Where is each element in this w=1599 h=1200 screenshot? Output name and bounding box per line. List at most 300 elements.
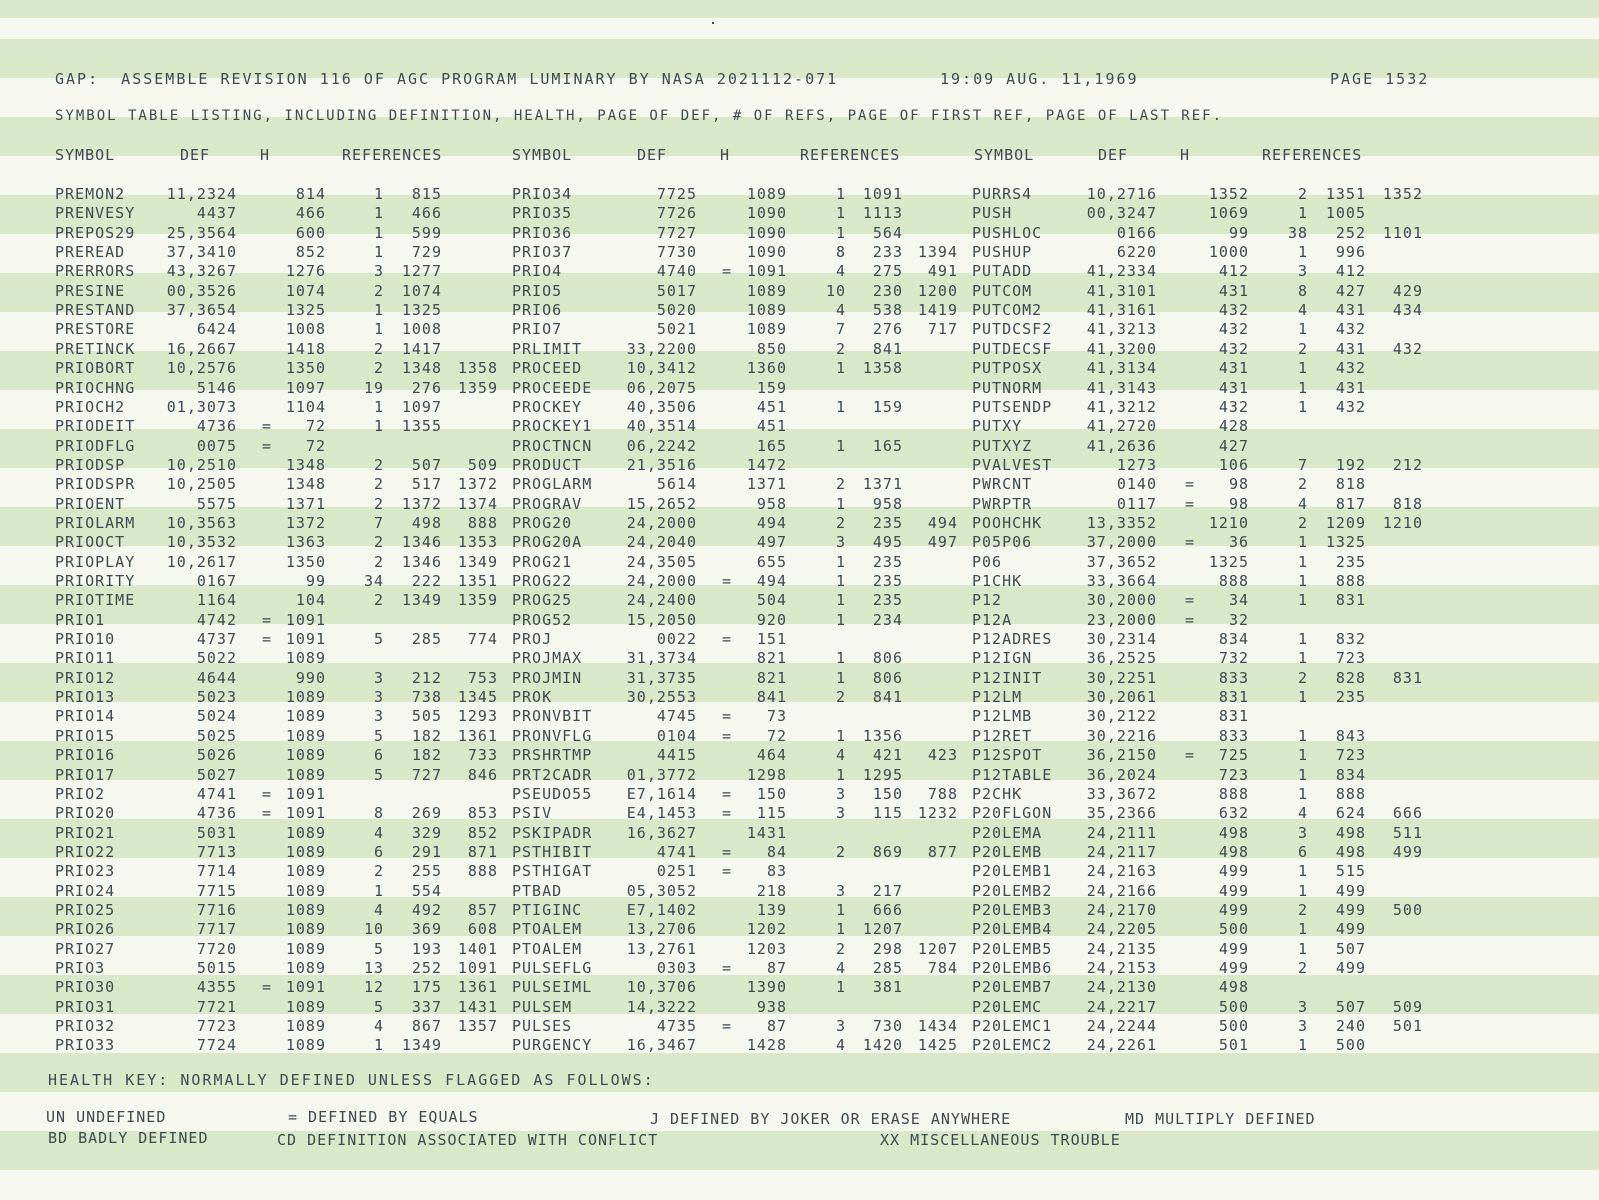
symbol-symbol: PRIOCH2 (55, 398, 126, 416)
symbol-symbol: PROG20 (512, 514, 573, 532)
symbol-symbol: PRIO15 (55, 727, 116, 745)
symbol-count: 1 (835, 920, 846, 938)
symbol-def: 21,3516 (626, 456, 697, 474)
symbol-count: 38 (1287, 224, 1308, 242)
symbol-def: 30,2000 (1086, 591, 1157, 609)
symbol-symbol: PUTXY (972, 417, 1023, 435)
symbol-first-ref: 723 (1335, 746, 1366, 764)
symbol-page: 500 (1218, 1017, 1249, 1035)
symbol-symbol: PRIO13 (55, 688, 116, 706)
symbol-count: 5 (373, 766, 384, 784)
symbol-last-ref: 1361 (457, 727, 498, 745)
symbol-last-ref: 852 (467, 824, 498, 842)
symbol-page: 1363 (285, 533, 326, 551)
symbol-first-ref: 564 (872, 224, 903, 242)
symbol-page: 1008 (285, 320, 326, 338)
symbol-def: 24,2205 (1086, 920, 1157, 938)
symbol-def: 10,3563 (166, 514, 237, 532)
symbol-first-ref: 235 (872, 572, 903, 590)
symbol-symbol: PROG20A (512, 533, 583, 551)
symbol-def: 7730 (656, 243, 697, 261)
symbol-page: 1090 (746, 224, 787, 242)
symbol-symbol: P20LEMC1 (972, 1017, 1053, 1035)
symbol-page: 1418 (285, 340, 326, 358)
symbol-def: 13,2761 (626, 940, 697, 958)
symbol-count: 1 (835, 766, 846, 784)
symbol-symbol: PRETINCK (55, 340, 136, 358)
symbol-first-ref: 291 (411, 843, 442, 861)
symbol-symbol: PRIOOCT (55, 533, 126, 551)
symbol-symbol: PROGRAV (512, 495, 583, 513)
top-band (0, 0, 1599, 18)
symbol-symbol: P20LEMA (972, 824, 1043, 842)
symbol-symbol: PUSHLOC (972, 224, 1043, 242)
symbol-first-ref: 1207 (862, 920, 903, 938)
symbol-count: 3 (1297, 262, 1308, 280)
symbol-def: 4415 (656, 746, 697, 764)
header-time: 19:09 AUG. 11,1969 (940, 70, 1139, 88)
symbol-health: = (722, 785, 733, 803)
symbol-symbol: PRLIMIT (512, 340, 583, 358)
symbol-first-ref: 432 (1335, 398, 1366, 416)
symbol-first-ref: 507 (411, 456, 442, 474)
symbol-page: 464 (756, 746, 787, 764)
symbol-first-ref: 888 (1335, 572, 1366, 590)
symbol-first-ref: 1372 (401, 495, 442, 513)
symbol-first-ref: 1325 (401, 301, 442, 319)
symbol-count: 1 (373, 301, 384, 319)
symbol-symbol: PRIO6 (512, 301, 563, 319)
symbol-symbol: PRIO35 (512, 204, 573, 222)
symbol-def: 10,2716 (1086, 185, 1157, 203)
symbol-page: 1090 (746, 243, 787, 261)
symbol-def: 0251 (656, 862, 697, 880)
symbol-symbol: PRIODFLG (55, 437, 136, 455)
symbol-first-ref: 498 (1335, 843, 1366, 861)
symbol-count: 1 (1297, 243, 1308, 261)
symbol-count: 1 (373, 243, 384, 261)
symbol-count: 1 (835, 727, 846, 745)
symbol-count: 2 (1297, 669, 1308, 687)
symbol-count: 1 (835, 669, 846, 687)
symbol-first-ref: 843 (1335, 727, 1366, 745)
symbol-last-ref: 1351 (457, 572, 498, 590)
symbol-page: 1431 (746, 824, 787, 842)
symbol-count: 1 (835, 901, 846, 919)
symbol-health: = (1185, 746, 1196, 764)
symbol-count: 1 (373, 185, 384, 203)
symbol-page: 104 (295, 591, 326, 609)
symbol-page: 990 (295, 669, 326, 687)
symbol-first-ref: 192 (1335, 456, 1366, 474)
symbol-page: 958 (756, 495, 787, 513)
symbol-symbol: P20LEMB3 (972, 901, 1053, 919)
symbol-def: 7717 (196, 920, 237, 938)
symbol-symbol: PREREAD (55, 243, 126, 261)
symbol-def: 5614 (656, 475, 697, 493)
symbol-first-ref: 498 (411, 514, 442, 532)
symbol-count: 2 (1297, 514, 1308, 532)
symbol-first-ref: 1209 (1325, 514, 1366, 532)
symbol-health: = (722, 630, 733, 648)
symbol-health: = (262, 804, 273, 822)
column-header-def-3: DEF (1098, 146, 1129, 164)
symbol-def: 7725 (656, 185, 697, 203)
symbol-def: 41,3134 (1086, 359, 1157, 377)
health-key-md: MD MULTIPLY DEFINED (1125, 1110, 1316, 1128)
health-key-cd: CD DEFINITION ASSOCIATED WITH CONFLICT (277, 1131, 659, 1149)
symbol-def: 0104 (656, 727, 697, 745)
symbol-symbol: PULSEIML (512, 978, 593, 996)
symbol-page: 165 (756, 437, 787, 455)
symbol-health: = (1185, 611, 1196, 629)
symbol-def: 15,2652 (626, 495, 697, 513)
symbol-page: 499 (1218, 882, 1249, 900)
symbol-page: 1091 (285, 630, 326, 648)
symbol-page: 834 (1218, 630, 1249, 648)
symbol-first-ref: 182 (411, 746, 442, 764)
symbol-count: 1 (1297, 398, 1308, 416)
symbol-count: 2 (373, 359, 384, 377)
symbol-def: 4741 (196, 785, 237, 803)
symbol-count: 4 (373, 901, 384, 919)
symbol-health: = (1185, 495, 1196, 513)
symbol-symbol: PUTPOSX (972, 359, 1043, 377)
symbol-def: 24,2000 (626, 572, 697, 590)
symbol-first-ref: 834 (1335, 766, 1366, 784)
symbol-def: 37,3652 (1086, 553, 1157, 571)
symbol-count: 1 (1297, 727, 1308, 745)
symbol-def: 25,3564 (166, 224, 237, 242)
symbol-count: 2 (1297, 340, 1308, 358)
symbol-page: 725 (1218, 746, 1249, 764)
symbol-symbol: PRIOPLAY (55, 553, 136, 571)
symbol-first-ref: 1348 (401, 359, 442, 377)
symbol-symbol: PULSEFLG (512, 959, 593, 977)
symbol-count: 2 (373, 533, 384, 551)
symbol-def: 5031 (196, 824, 237, 842)
symbol-def: 5023 (196, 688, 237, 706)
symbol-def: 33,3672 (1086, 785, 1157, 803)
symbol-page: 494 (756, 572, 787, 590)
symbol-first-ref: 432 (1335, 320, 1366, 338)
symbol-count: 1 (1297, 882, 1308, 900)
symbol-count: 4 (1297, 804, 1308, 822)
symbol-symbol: PRIO31 (55, 998, 116, 1016)
symbol-first-ref: 841 (872, 688, 903, 706)
symbol-page: 1348 (285, 456, 326, 474)
symbol-first-ref: 230 (872, 282, 903, 300)
symbol-symbol: PRIO24 (55, 882, 116, 900)
symbol-count: 13 (363, 959, 384, 977)
symbol-def: 24,2217 (1086, 998, 1157, 1016)
symbol-def: 10,3412 (626, 359, 697, 377)
symbol-last-ref: 1200 (917, 282, 958, 300)
symbol-def: 35,2366 (1086, 804, 1157, 822)
symbol-page: 1089 (285, 1036, 326, 1054)
symbol-def: E7,1402 (626, 901, 697, 919)
symbol-page: 98 (1228, 495, 1249, 513)
symbol-first-ref: 252 (411, 959, 442, 977)
symbol-first-ref: 730 (872, 1017, 903, 1035)
symbol-page: 34 (1228, 591, 1249, 609)
symbol-def: 24,2170 (1086, 901, 1157, 919)
symbol-page: 831 (1218, 707, 1249, 725)
symbol-symbol: P12TABLE (972, 766, 1053, 784)
symbol-last-ref: 1210 (1382, 514, 1423, 532)
symbol-def: 37,2000 (1086, 533, 1157, 551)
symbol-first-ref: 495 (872, 533, 903, 551)
symbol-health: = (262, 978, 273, 996)
symbol-symbol: PRESTORE (55, 320, 136, 338)
symbol-symbol: PUTDECSF (972, 340, 1053, 358)
symbol-page: 431 (1218, 379, 1249, 397)
symbol-def: 30,2314 (1086, 630, 1157, 648)
symbol-page: 1089 (285, 940, 326, 958)
symbol-page: 1298 (746, 766, 787, 784)
symbol-def: 0022 (656, 630, 697, 648)
symbol-count: 3 (1297, 824, 1308, 842)
symbol-first-ref: 275 (872, 262, 903, 280)
symbol-first-ref: 276 (411, 379, 442, 397)
symbol-page: 1372 (285, 514, 326, 532)
symbol-page: 432 (1218, 340, 1249, 358)
symbol-page: 1091 (285, 785, 326, 803)
symbol-symbol: PRIO34 (512, 185, 573, 203)
symbol-first-ref: 165 (872, 437, 903, 455)
symbol-page: 72 (305, 437, 326, 455)
symbol-first-ref: 175 (411, 978, 442, 996)
symbol-page: 1348 (285, 475, 326, 493)
symbol-def: 24,2135 (1086, 940, 1157, 958)
symbol-def: 7724 (196, 1036, 237, 1054)
symbol-first-ref: 1351 (1325, 185, 1366, 203)
symbol-first-ref: 255 (411, 862, 442, 880)
symbol-symbol: PRIO27 (55, 940, 116, 958)
symbol-def: 31,3735 (626, 669, 697, 687)
column-header-h-2: H (720, 146, 731, 164)
symbol-page: 498 (1218, 978, 1249, 996)
symbol-first-ref: 869 (872, 843, 903, 861)
symbol-def: 1273 (1116, 456, 1157, 474)
symbol-symbol: P20LEMB7 (972, 978, 1053, 996)
symbol-page: 1325 (285, 301, 326, 319)
symbol-page: 498 (1218, 843, 1249, 861)
symbol-count: 2 (373, 456, 384, 474)
symbol-def: 37,3410 (166, 243, 237, 261)
symbol-symbol: PVALVEST (972, 456, 1053, 474)
symbol-first-ref: 285 (872, 959, 903, 977)
symbol-first-ref: 115 (872, 804, 903, 822)
column-header-refs-3: REFERENCES (1262, 146, 1363, 164)
symbol-count: 2 (835, 340, 846, 358)
symbol-first-ref: 431 (1335, 340, 1366, 358)
symbol-def: 0117 (1116, 495, 1157, 513)
symbol-count: 4 (835, 301, 846, 319)
symbol-count: 4 (1297, 301, 1308, 319)
symbol-def: 10,2505 (166, 475, 237, 493)
column-header-symbol-2: SYMBOL (512, 146, 573, 164)
symbol-symbol: P20LEMB6 (972, 959, 1053, 977)
symbol-page: 1089 (285, 862, 326, 880)
symbol-def: 4736 (196, 417, 237, 435)
symbol-def: 36,2024 (1086, 766, 1157, 784)
symbol-health: = (722, 862, 733, 880)
symbol-symbol: PUSH (972, 204, 1013, 222)
symbol-symbol: PROK (512, 688, 553, 706)
symbol-first-ref: 1420 (862, 1036, 903, 1054)
symbol-count: 6 (1297, 843, 1308, 861)
health-key-title: HEALTH KEY: NORMALLY DEFINED UNLESS FLAGGED AS FOLLOWS: (48, 1071, 655, 1089)
symbol-page: 499 (1218, 862, 1249, 880)
symbol-symbol: P20FLGON (972, 804, 1053, 822)
symbol-count: 1 (835, 553, 846, 571)
symbol-first-ref: 624 (1335, 804, 1366, 822)
symbol-def: 10,3532 (166, 533, 237, 551)
symbol-symbol: PRIO14 (55, 707, 116, 725)
symbol-count: 2 (835, 514, 846, 532)
symbol-first-ref: 832 (1335, 630, 1366, 648)
symbol-last-ref: 788 (927, 785, 958, 803)
symbol-symbol: PRT2CADR (512, 766, 593, 784)
symbol-count: 1 (835, 359, 846, 377)
symbol-health: = (722, 959, 733, 977)
symbol-def: 33,2200 (626, 340, 697, 358)
symbol-count: 1 (373, 882, 384, 900)
symbol-symbol: PRIO11 (55, 649, 116, 667)
symbol-first-ref: 538 (872, 301, 903, 319)
symbol-def: 7721 (196, 998, 237, 1016)
symbol-first-ref: 738 (411, 688, 442, 706)
symbol-page: 501 (1218, 1036, 1249, 1054)
symbol-page: 72 (305, 417, 326, 435)
symbol-page: 150 (756, 785, 787, 803)
symbol-count: 4 (835, 262, 846, 280)
symbol-page: 852 (295, 243, 326, 261)
symbol-first-ref: 1355 (401, 417, 442, 435)
symbol-symbol: PRENVESY (55, 204, 136, 222)
symbol-symbol: PRIO7 (512, 320, 563, 338)
listing-subtitle: SYMBOL TABLE LISTING, INCLUDING DEFINITION, HEALTH, PAGE OF DEF, # OF REFS, PAGE OF FIRST REF, PAGE OF LAST REF. (55, 108, 1224, 124)
symbol-first-ref: 240 (1335, 1017, 1366, 1035)
symbol-count: 2 (835, 843, 846, 861)
symbol-def: 24,2117 (1086, 843, 1157, 861)
symbol-symbol: PRSHRTMP (512, 746, 593, 764)
symbol-count: 4 (835, 746, 846, 764)
symbol-count: 2 (373, 282, 384, 300)
symbol-count: 4 (835, 959, 846, 977)
symbol-symbol: P20LEMB (972, 843, 1043, 861)
symbol-count: 1 (1297, 320, 1308, 338)
symbol-page: 428 (1218, 417, 1249, 435)
symbol-count: 2 (835, 475, 846, 493)
symbol-symbol: PRIO5 (512, 282, 563, 300)
symbol-symbol: PRIO21 (55, 824, 116, 842)
symbol-count: 8 (835, 243, 846, 261)
symbol-page: 87 (766, 959, 787, 977)
symbol-def: 5021 (656, 320, 697, 338)
symbol-def: 41,3213 (1086, 320, 1157, 338)
symbol-def: 0075 (196, 437, 237, 455)
symbol-first-ref: 235 (1335, 688, 1366, 706)
symbol-page: 500 (1218, 920, 1249, 938)
symbol-count: 2 (373, 553, 384, 571)
symbol-page: 432 (1218, 398, 1249, 416)
symbol-first-ref: 727 (411, 766, 442, 784)
symbol-page: 1371 (746, 475, 787, 493)
symbol-first-ref: 182 (411, 727, 442, 745)
symbol-count: 1 (835, 185, 846, 203)
symbol-count: 6 (373, 746, 384, 764)
symbol-page: 72 (766, 727, 787, 745)
symbol-def: 30,2251 (1086, 669, 1157, 687)
symbol-last-ref: 1434 (917, 1017, 958, 1035)
symbol-def: 7720 (196, 940, 237, 958)
symbol-first-ref: 235 (1335, 553, 1366, 571)
symbol-first-ref: 828 (1335, 669, 1366, 687)
symbol-page: 432 (1218, 320, 1249, 338)
symbol-def: 24,2153 (1086, 959, 1157, 977)
symbol-def: 6424 (196, 320, 237, 338)
symbol-symbol: P20LEMB1 (972, 862, 1053, 880)
symbol-count: 5 (373, 727, 384, 745)
symbol-symbol: PSTHIBIT (512, 843, 593, 861)
symbol-symbol: PRIO1 (55, 611, 106, 629)
symbol-def: 5020 (656, 301, 697, 319)
symbol-page: 1203 (746, 940, 787, 958)
symbol-count: 3 (835, 533, 846, 551)
column-header-h-3: H (1180, 146, 1191, 164)
symbol-symbol: PURGENCY (512, 1036, 593, 1054)
health-key-bd: BD BADLY DEFINED (48, 1129, 209, 1147)
symbol-symbol: PRIOLARM (55, 514, 136, 532)
symbol-def: 13,3352 (1086, 514, 1157, 532)
symbol-def: 30,2553 (626, 688, 697, 706)
symbol-health: = (262, 417, 273, 435)
symbol-first-ref: 1325 (1325, 533, 1366, 551)
symbol-page: 466 (295, 204, 326, 222)
symbol-count: 1 (835, 611, 846, 629)
symbol-symbol: P12RET (972, 727, 1033, 745)
symbol-first-ref: 217 (872, 882, 903, 900)
symbol-page: 831 (1218, 688, 1249, 706)
symbol-first-ref: 269 (411, 804, 442, 822)
symbol-symbol: PSEUDO55 (512, 785, 593, 803)
symbol-first-ref: 729 (411, 243, 442, 261)
symbol-def: 01,3073 (166, 398, 237, 416)
symbol-symbol: PRIO12 (55, 669, 116, 687)
symbol-def: 24,2111 (1086, 824, 1157, 842)
symbol-symbol: PRIO36 (512, 224, 573, 242)
symbol-page: 151 (756, 630, 787, 648)
symbol-symbol: PREMON2 (55, 185, 126, 203)
symbol-page: 1472 (746, 456, 787, 474)
symbol-symbol: PROCEED (512, 359, 583, 377)
symbol-symbol: PSIV (512, 804, 553, 822)
symbol-symbol: PROG22 (512, 572, 573, 590)
symbol-count: 3 (835, 804, 846, 822)
symbol-page: 821 (756, 649, 787, 667)
symbol-last-ref: 1353 (457, 533, 498, 551)
symbol-count: 1 (1297, 688, 1308, 706)
symbol-page: 1091 (285, 804, 326, 822)
symbol-first-ref: 499 (1335, 920, 1366, 938)
health-key-joker: J DEFINED BY JOKER OR ERASE ANYWHERE (650, 1110, 1012, 1128)
symbol-page: 36 (1228, 533, 1249, 551)
symbol-count: 1 (835, 495, 846, 513)
symbol-symbol: PRIO30 (55, 978, 116, 996)
symbol-first-ref: 498 (1335, 824, 1366, 842)
